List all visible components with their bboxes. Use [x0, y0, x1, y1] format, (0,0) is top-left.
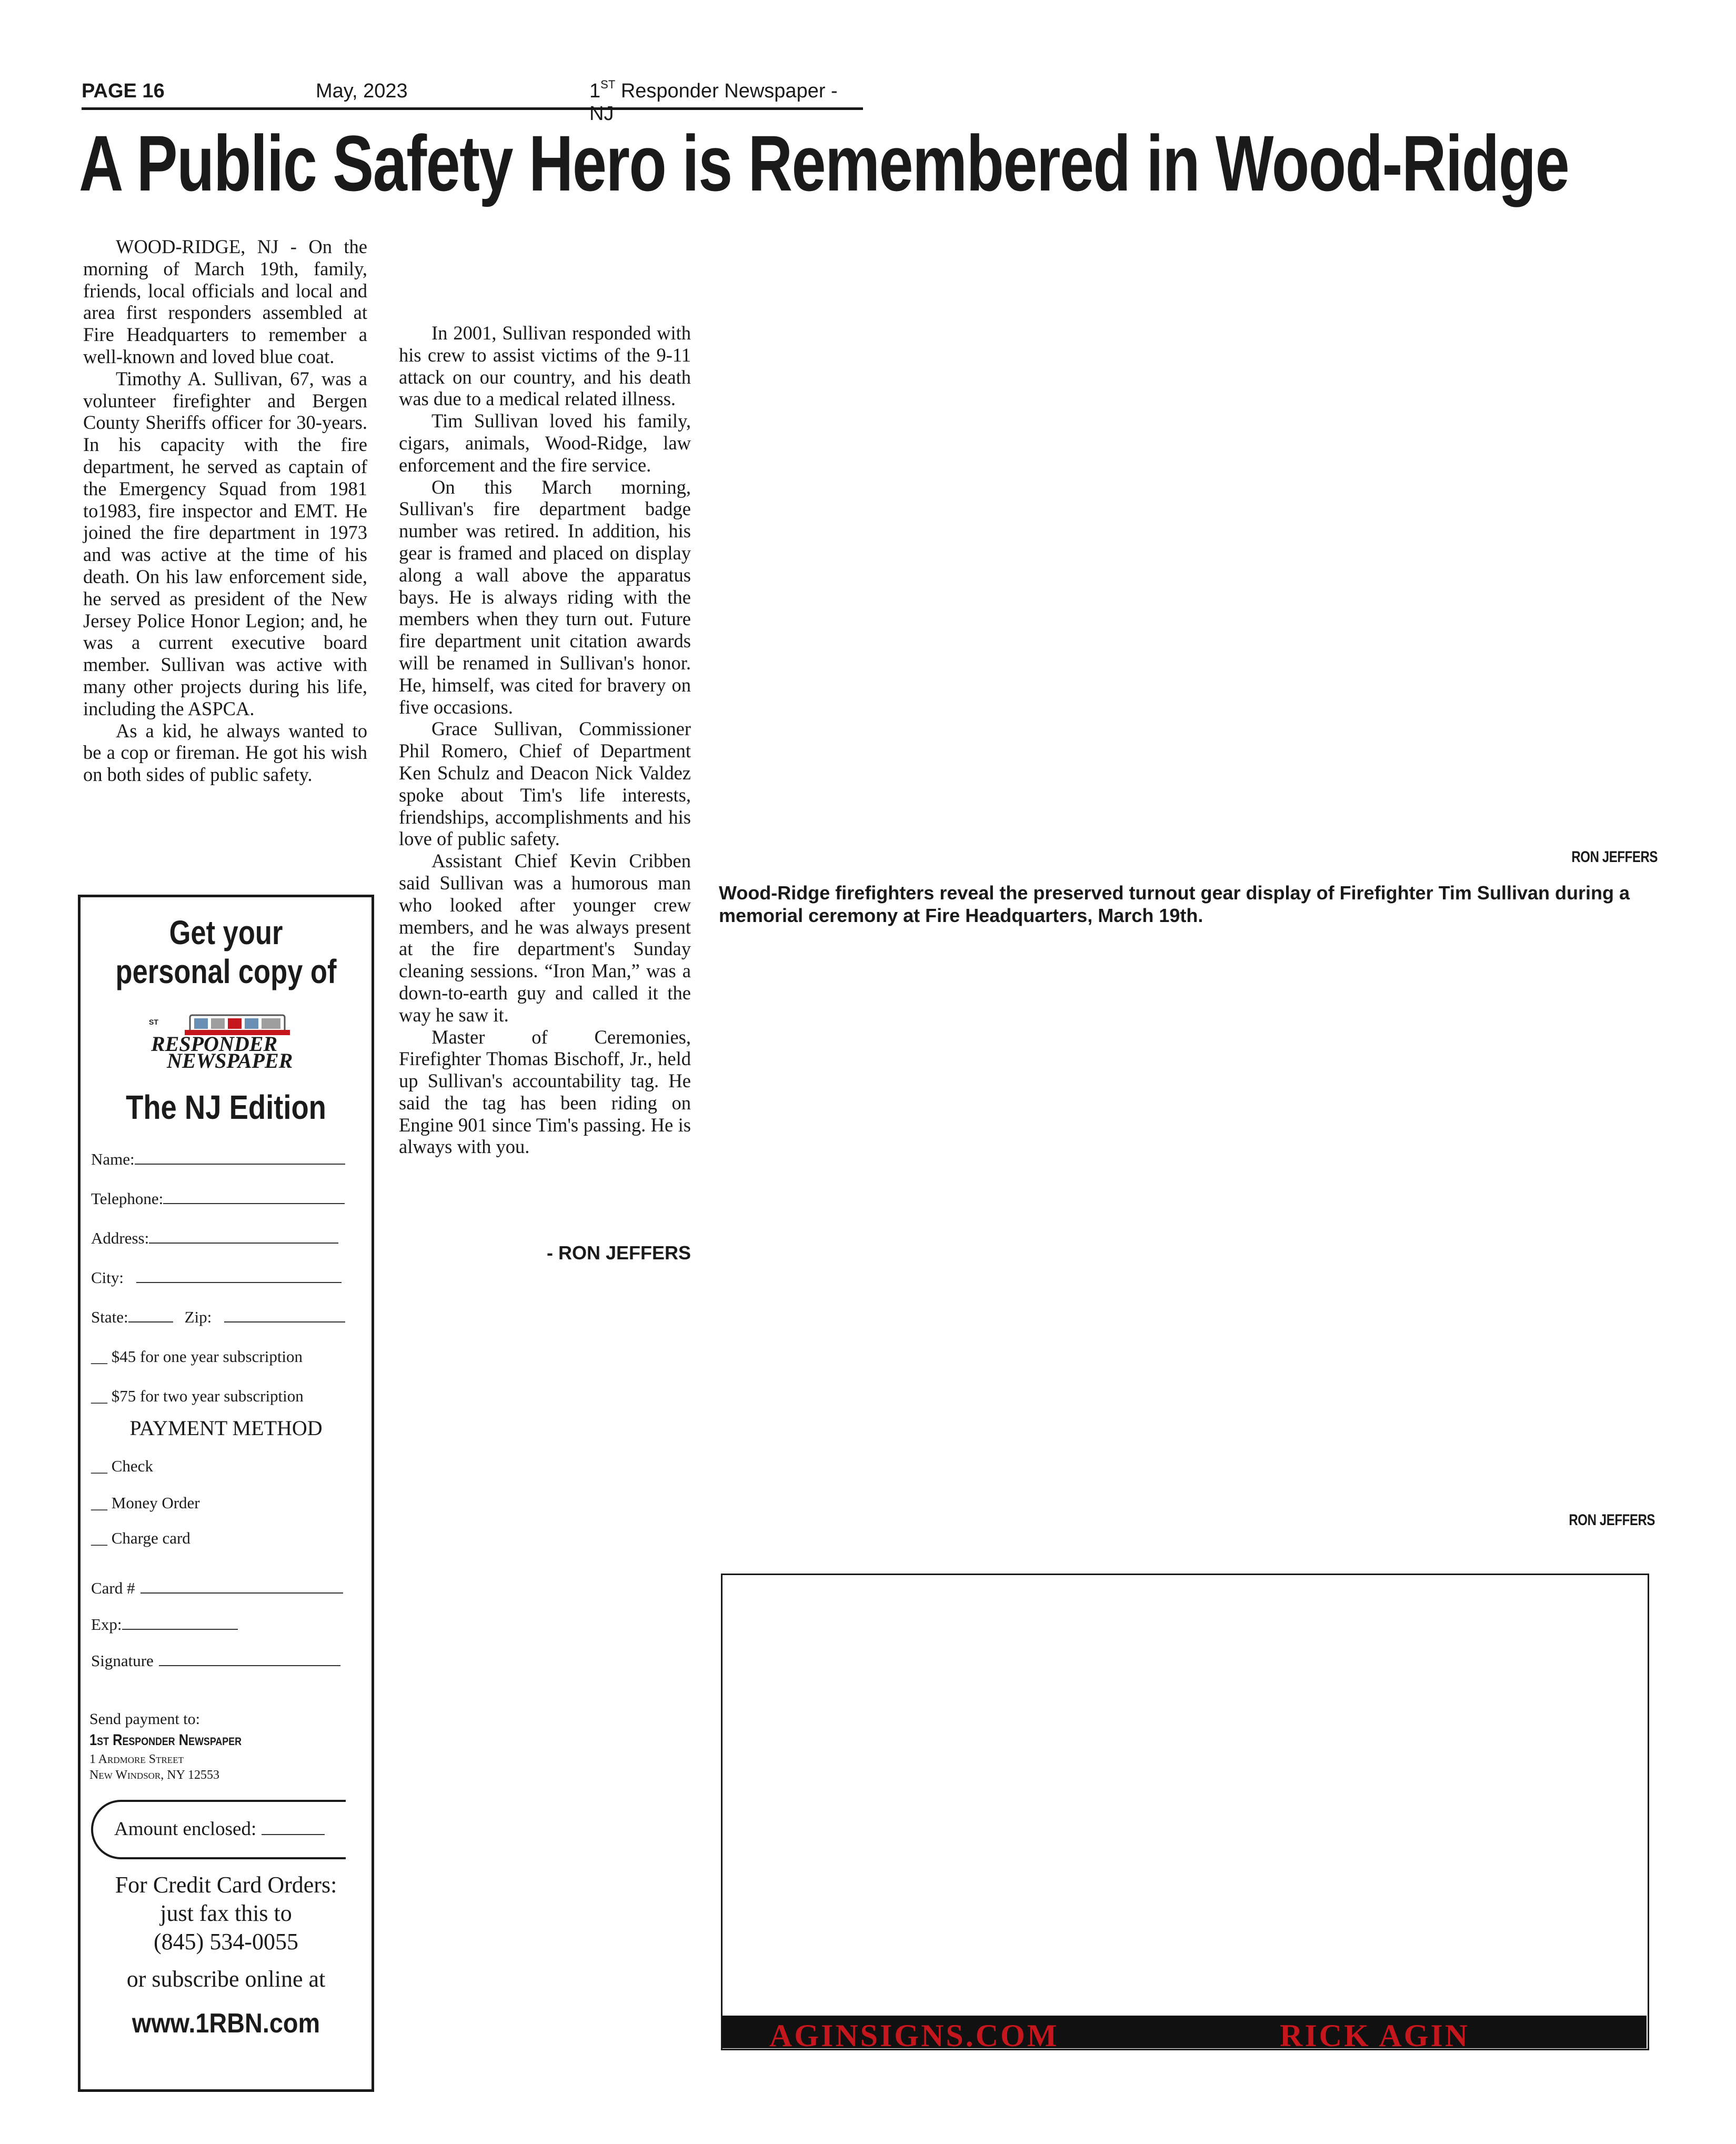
paper-name-suffix: Responder Newspaper - NJ — [589, 80, 838, 125]
card-number-field[interactable] — [91, 1579, 343, 1598]
state-label: State: — [91, 1308, 128, 1326]
logo-line-2: NEWSPAPER — [167, 1049, 293, 1071]
city-label: City: — [91, 1268, 124, 1287]
photo-credit: RON JEFFERS — [1571, 848, 1658, 866]
telephone-line[interactable] — [163, 1189, 345, 1204]
address-field[interactable] — [91, 1229, 338, 1248]
article-paragraph: Grace Sullivan, Commissioner Phil Romero, Chief of Department Ken Schulz and Deacon Nick Valdez spoke about Tim's life interests, friendships, accomplishments and his love of public safety. — [399, 718, 691, 850]
city-field[interactable] — [91, 1268, 342, 1287]
name-field[interactable] — [91, 1150, 345, 1169]
article-paragraph: In 2001, Sullivan responded with his crew to assist victims of the 9-11 attack on our country, and his death was due to a medical related illness. — [399, 322, 691, 410]
check-option[interactable]: __ Check — [91, 1457, 153, 1475]
expiration-field[interactable] — [91, 1615, 238, 1634]
card-number-label: Card # — [91, 1579, 135, 1597]
credit-card-orders — [81, 1871, 372, 1956]
article-paragraph: Timothy A. Sullivan, 67, was a volunteer firefighter and Bergen County Sheriffs officer for 30-years. In his capacity with the fire department, he served as captain of the Emergency Squad from 1981 to1983, fire inspector and EMT. He joined the fire department in 1973 and was active at the time of his death. On his law enforcement side, he served as president of the New Jersey Police Honor Legion; and, he was a current executive board member. Sullivan was active with many other projects during his life, including the ASPCA. — [83, 367, 367, 719]
send-payment-city: New Windsor, NY 12553 — [89, 1768, 220, 1782]
article-paragraph: Tim Sullivan loved his family, cigars, animals, Wood-Ridge, law enforcement and the fire service. — [399, 410, 691, 476]
page-number: PAGE 16 — [82, 80, 165, 102]
money-order-option[interactable]: __ Money Order — [91, 1494, 200, 1512]
amount-line[interactable] — [262, 1820, 325, 1835]
amount-enclosed-box[interactable] — [91, 1800, 346, 1859]
telephone-label: Telephone: — [91, 1189, 164, 1208]
advertisement-box — [721, 1574, 1649, 2050]
subscribe-online-text: or subscribe online at — [126, 1966, 326, 1992]
address-label: Address: — [91, 1229, 149, 1247]
ad-name: RICK AGIN — [1280, 2018, 1470, 2053]
article-paragraph: As a kid, he always wanted to be a cop or fireman. He got his wish on both sides of public safety. — [83, 719, 367, 786]
send-payment-name: 1st Responder Newspaper — [89, 1731, 242, 1749]
telephone-field[interactable] — [91, 1189, 345, 1208]
name-line[interactable] — [135, 1150, 345, 1165]
article-paragraph: Assistant Chief Kevin Cribben said Sullivan was a humorous man who looked after younger crew members, and he was always present at the fire department's Sunday cleaning sessions. “Iron Man,” was a down-to-earth guy and called it the way he saw it. — [399, 850, 691, 1026]
fax-number: (845) 534-0055 — [154, 1929, 298, 1955]
charge-card-option[interactable]: __ Charge card — [91, 1529, 190, 1547]
name-label: Name: — [91, 1150, 135, 1168]
subscribe-url[interactable]: www.1RBN.com — [132, 2008, 320, 2039]
logo-sup: ST — [149, 1018, 158, 1026]
logo-line-1: RESPONDER — [151, 1032, 278, 1056]
zip-line[interactable] — [224, 1308, 345, 1323]
expiration-line[interactable] — [122, 1615, 238, 1630]
subscription-heading-line: Get your — [169, 914, 283, 951]
article-paragraph: Master of Ceremonies, Firefighter Thomas Bischoff, Jr., held up Sullivan's accountability tag. He said the tag has been riding on Engine 901 since Tim's passing. He is always with you. — [399, 1026, 691, 1158]
one-year-option[interactable]: __ $45 for one year subscription — [91, 1347, 303, 1366]
amount-enclosed-label — [114, 1818, 325, 1840]
advertisement-bar — [722, 2016, 1647, 2053]
address-line[interactable] — [149, 1229, 338, 1244]
ad-website: AGINSIGNS.COM — [769, 2018, 1059, 2053]
signature-label: Signature — [91, 1651, 154, 1670]
headline: A Public Safety Hero is Remembered in Wood-Ridge — [79, 119, 1569, 207]
credit-card-orders-line: For Credit Card Orders: — [115, 1872, 337, 1898]
subscription-heading-line: personal copy of — [115, 953, 337, 990]
edition-title: The NJ Edition — [126, 1088, 326, 1126]
issue-date: May, 2023 — [316, 80, 408, 102]
zip-label: Zip: — [184, 1308, 212, 1326]
amount-enclosed-text: Amount enclosed: — [114, 1818, 257, 1840]
article-byline: - RON JEFFERS — [546, 1242, 691, 1264]
photo-credit: RON JEFFERS — [1569, 1511, 1655, 1529]
article-column-1 — [83, 236, 367, 786]
article-column-2 — [399, 322, 691, 1158]
signature-field[interactable] — [91, 1651, 340, 1670]
state-line[interactable] — [128, 1308, 173, 1323]
subscription-form — [78, 895, 374, 2092]
payment-method-heading: PAYMENT METHOD — [129, 1416, 323, 1440]
signature-line[interactable] — [159, 1651, 340, 1666]
card-number-line[interactable] — [141, 1579, 343, 1594]
city-line[interactable] — [136, 1268, 342, 1283]
credit-card-orders-line: just fax this to — [160, 1900, 292, 1926]
paper-name-sup: ST — [600, 78, 616, 91]
photo-caption: Wood-Ridge firefighters reveal the preserved turnout gear display of Firefighter Tim Sullivan during a memorial ceremony at Fire Headquarters, March 19th. — [719, 882, 1630, 926]
send-payment-street: 1 Ardmore Street — [89, 1752, 184, 1766]
state-zip-field[interactable] — [91, 1308, 345, 1327]
newspaper-logo — [148, 1013, 306, 1071]
article-paragraph: WOOD-RIDGE, NJ - On the morning of March 19th, family, friends, local officials and local and area first responders assembled at Fire Headquarters to remember a well-known and loved blue coat. — [83, 236, 367, 367]
article-paragraph: On this March morning, Sullivan's fire department badge number was retired. In addition, his gear is framed and placed on display along a wall above the apparatus bays. He is always riding with the members when they turn out. Future fire department unit citation awards will be renamed in Sullivan's honor. He, himself, was cited for bravery on five occasions. — [399, 476, 691, 718]
running-head — [82, 78, 863, 125]
expiration-label: Exp: — [91, 1615, 122, 1634]
two-year-option[interactable]: __ $75 for two year subscription — [91, 1387, 304, 1405]
subscription-heading — [107, 913, 345, 991]
paper-name-prefix: 1 — [589, 80, 601, 102]
send-payment-label: Send payment to: — [89, 1710, 200, 1728]
